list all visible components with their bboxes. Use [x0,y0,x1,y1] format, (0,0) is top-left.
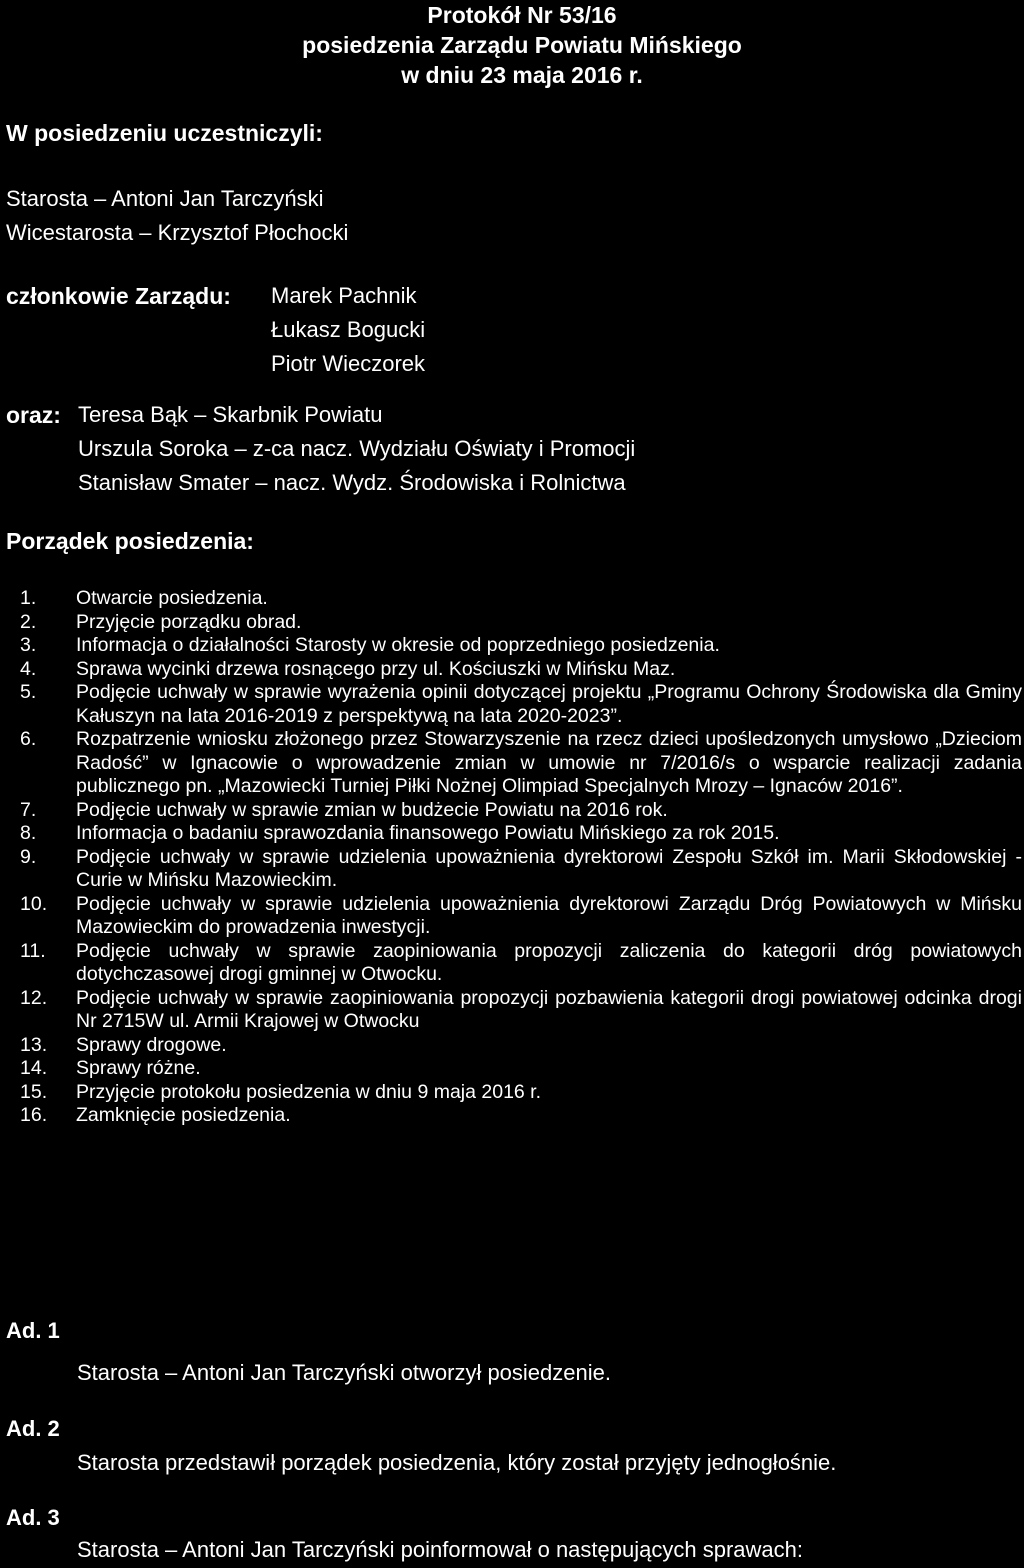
agenda-item-text: Informacja o działalności Starosty w okresie od poprzedniego posiedzenia. [76,634,720,656]
agenda-item-number: 9. [20,845,37,868]
section-ad3-label: Ad. 3 [6,1505,60,1530]
agenda-item-number: 13. [20,1033,48,1056]
agenda-item-number: 6. [20,728,37,750]
agenda-item [20,799,1022,823]
official-starosta: Starosta – Antoni Jan Tarczyński [6,186,324,211]
also-present-label: oraz: [6,402,61,428]
agenda-item [20,634,1022,658]
document-header [230,0,814,90]
agenda-item [20,1057,1022,1081]
agenda-item-text: Podjęcie uchwały w sprawie zaopiniowania propozycji pozbawienia kategorii drogi powiatowej odcinka drogi Nr 2715W ul. Armii Krajowej w Otwocku [76,986,1022,1032]
participants-heading: W posiedzeniu uczestniczyli: [6,120,323,146]
agenda-item-text: Podjęcie uchwały w sprawie udzielenia upoważnienia dyrektorowi Zarządu Dróg Powiatowych w Mińsku Mazowieckim do prowadzenia inwestycji. [76,892,1022,938]
agenda-list [20,587,1022,1128]
agenda-item [20,987,1022,1034]
agenda-item-text: Przyjęcie porządku obrad. [76,610,302,633]
agenda-item [20,658,1022,682]
board-members-label: członkowie Zarządu: [6,283,231,309]
agenda-item-text: Podjęcie uchwały w sprawie udzielenia upoważnienia dyrektorowi Zespołu Szkół im. Marii Skłodowskiej - Curie w Mińsku Mazowieckim. [76,845,1022,891]
agenda-item-number: 12. [20,986,48,1009]
section-ad3-text: Starosta – Antoni Jan Tarczyński poinformował o następujących sprawach: [77,1537,803,1562]
agenda-item [20,681,1022,728]
agenda-item-number: 7. [20,798,37,821]
agenda-item-text: Otwarcie posiedzenia. [76,587,268,609]
agenda-item-number: 4. [20,657,37,680]
agenda-item-text: Zamknięcie posiedzenia. [76,1104,291,1126]
section-ad2-label: Ad. 2 [6,1416,60,1441]
board-member: Marek Pachnik [271,283,417,308]
board-members-list [271,281,425,383]
agenda-item-number: 1. [20,587,37,609]
agenda-item-text: Sprawy drogowe. [76,1033,227,1056]
agenda-item-text: Podjęcie uchwały w sprawie zaopiniowania propozycji zaliczenia do kategorii dróg powiatowych dotychczasowej drogi gminnej w Otwocku. [76,939,1022,985]
agenda-item-text: Podjęcie uchwały w sprawie wyrażenia opinii dotyczącej projektu „Programu Ochrony Środowiska dla Gminy Kałuszyn na lata 2016-2019 z perspektywą na lata 2020-2023”. [76,681,1022,727]
agenda-item [20,822,1022,846]
agenda-item [20,1104,1022,1128]
board-member: Piotr Wieczorek [271,351,426,376]
agenda-item-text: Sprawy różne. [76,1057,201,1079]
agenda-item [20,893,1022,940]
agenda-item-number: 15. [20,1080,48,1103]
agenda-item-number: 2. [20,610,37,633]
also-present-person: Stanisław Smater – nacz. Wydz. Środowiska i Rolnictwa [78,470,626,495]
agenda-item-text: Sprawa wycinki drzewa rosnącego przy ul. Kościuszki w Mińsku Maz. [76,657,676,680]
meeting-title: posiedzenia Zarządu Powiatu Mińskiego [302,32,742,58]
agenda-item-number: 8. [20,822,37,844]
agenda-item-number: 11. [20,939,46,962]
agenda-item [20,728,1022,799]
agenda-item-text: Przyjęcie protokołu posiedzenia w dniu 9 maja 2016 r. [76,1080,542,1103]
also-present-person: Urszula Soroka – z-ca nacz. Wydziału Oświaty i Promocji [78,436,636,461]
official-wicestarosta: Wicestarosta – Krzysztof Płochocki [6,220,349,245]
agenda-item-text: Podjęcie uchwały w sprawie zmian w budżecie Powiatu na 2016 rok. [76,798,668,821]
agenda-item [20,1081,1022,1105]
board-member: Łukasz Bogucki [271,317,426,342]
agenda-item [20,940,1022,987]
agenda-item [20,587,1022,611]
agenda-item [20,846,1022,893]
agenda-heading: Porządek posiedzenia: [6,528,254,554]
agenda-item-text: Rozpatrzenie wniosku złożonego przez Stowarzyszenie na rzecz dzieci upośledzonych umysłowo „Dzieciom Radość” w Ignacowie o wprowadzenie zmian w umowie nr 7/2016/s o wsparcie realizacji zadania publicznego pn. „Mazowiecki Turniej Piłki Nożnej Olimpiad Specjalnych Mrozy – Ignaców 2016”. [76,728,1022,797]
also-present-person: Teresa Bąk – Skarbnik Powiatu [78,402,383,427]
agenda-item-number: 14. [20,1057,48,1079]
agenda-item-text: Informacja o badaniu sprawozdania finansowego Powiatu Mińskiego za rok 2015. [76,822,780,844]
section-ad1-text: Starosta – Antoni Jan Tarczyński otworzył posiedzenie. [77,1360,611,1385]
agenda-item-number: 16. [20,1104,48,1126]
agenda-item [20,1034,1022,1058]
also-present-list [78,400,635,502]
section-ad1-label: Ad. 1 [6,1318,60,1343]
protocol-number: Protokół Nr 53/16 [427,2,617,28]
agenda-item [20,611,1022,635]
meeting-date: w dniu 23 maja 2016 r. [401,62,643,88]
agenda-item-number: 5. [20,681,37,703]
section-ad2-text: Starosta przedstawił porządek posiedzenia, który został przyjęty jednogłośnie. [77,1450,837,1475]
agenda-item-number: 10. [20,892,48,915]
agenda-item-number: 3. [20,634,37,656]
officials-list [6,184,348,252]
